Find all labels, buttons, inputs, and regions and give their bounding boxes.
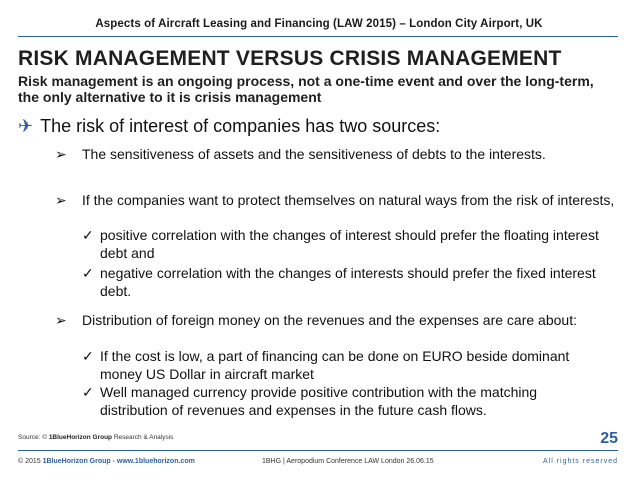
source-suffix: Research & Analysis (112, 434, 174, 441)
header-text: Aspects of Aircraft Leasing and Financing (LAW 2015) – London City Airport, UK (95, 18, 543, 30)
bullet-item (55, 191, 615, 209)
footer-website-link[interactable]: - www.1bluehorizon.com (110, 458, 195, 465)
bullet-text: If the companies want to protect themselves on natural ways from the risk of interests, (82, 192, 615, 208)
source-prefix: Source: © (18, 434, 49, 441)
slide-title: RISK MANAGEMENT VERSUS CRISIS MANAGEMENT (18, 47, 562, 70)
arrow-bullet-icon: ➢ (55, 192, 67, 208)
sub-bullet-text: Well managed currency provide positive contribution with the matching distribution of revenues and expenses in the future cash flows. (100, 384, 538, 418)
bullet-text: The sensitiveness of assets and the sensitiveness of debts to the interests. (82, 146, 546, 162)
checkmark-icon: ✓ (82, 384, 94, 400)
sub-bullet-item (82, 347, 602, 383)
bullet-item (55, 311, 615, 329)
checkmark-icon: ✓ (82, 265, 94, 281)
main-point (18, 116, 440, 137)
sub-bullet-text: positive correlation with the changes of interest should prefer the floating interest debt and (100, 227, 599, 261)
bullet-item (55, 145, 615, 163)
sub-bullet-text: If the cost is low, a part of financing can be done on EURO beside dominant money US Dollar in aircraft market (100, 348, 570, 382)
source-brand: 1BlueHorizon Group (48, 434, 113, 441)
airplane-icon: ✈ (18, 116, 34, 136)
footer-copyright-prefix: © 2015 (18, 458, 43, 465)
sub-bullet-item (82, 226, 602, 262)
footer-rights: All rights reserved (542, 458, 618, 465)
sub-bullet-item (82, 264, 602, 300)
sub-bullet-item (82, 383, 602, 419)
main-point-text: The risk of interest of companies has two sources: (40, 116, 441, 136)
footer-conference: 1BHG | Aeropodium Conference LAW London 26.06.15 (262, 458, 434, 465)
footer-brand: 1BlueHorizon Group (42, 458, 111, 465)
footer-divider (18, 450, 618, 451)
sub-bullet-text: negative correlation with the changes of interests should prefer the fixed interest debt. (100, 265, 596, 299)
header-divider (18, 36, 618, 37)
arrow-bullet-icon: ➢ (55, 146, 67, 162)
slide-subtitle: Risk management is an ongoing process, not a one-time event and over the long-term, the only alternative to it is crisis management (18, 73, 594, 105)
checkmark-icon: ✓ (82, 348, 94, 364)
source-note (18, 434, 173, 441)
page-number: 25 (600, 430, 618, 447)
checkmark-icon: ✓ (82, 227, 94, 243)
arrow-bullet-icon: ➢ (55, 312, 67, 328)
footer-copyright (18, 458, 195, 465)
bullet-text: Distribution of foreign money on the revenues and the expenses are care about: (82, 312, 577, 328)
